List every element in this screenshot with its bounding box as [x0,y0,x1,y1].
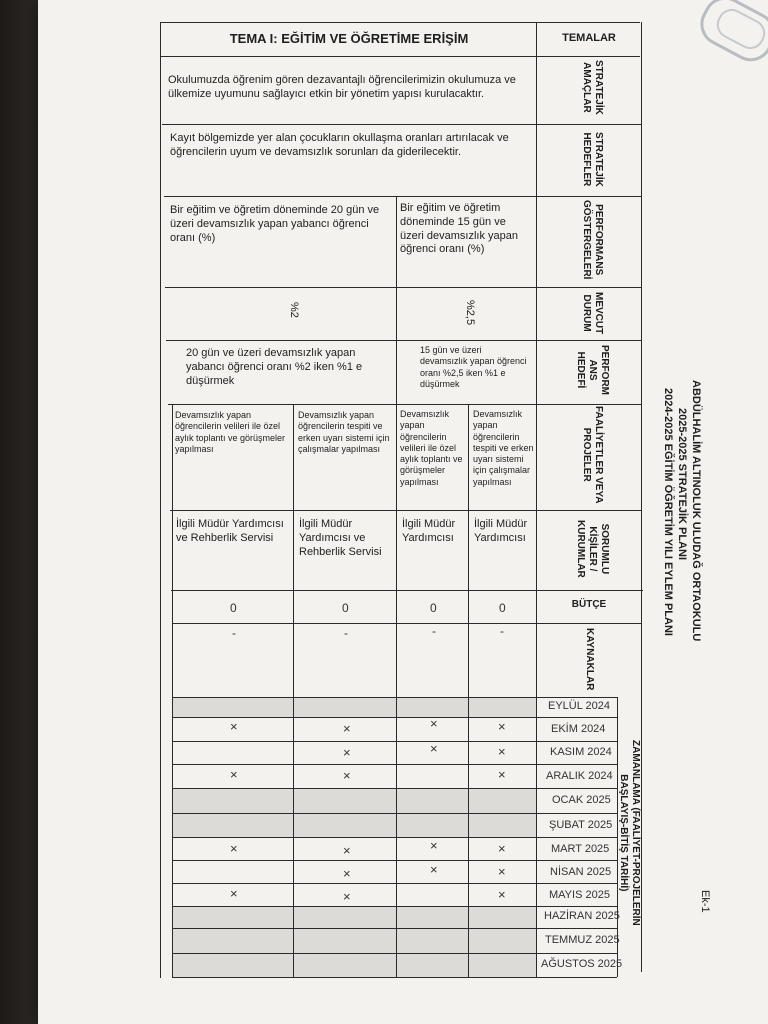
sorumlu-a: İlgili Müdür Yardımcısı ve Rehberlik Servisi [176,518,284,544]
kaynak-c: - [432,624,436,638]
table-border-right [641,22,642,698]
faaliyet-d: Devamsızlık yapan öğrencilerin tespiti ve erken uyarı sistemi için çalışmalar yapılması [473,409,534,487]
month-label: NİSAN 2025 [550,866,612,878]
table-border-left [160,22,161,978]
shaded-row-haziran [173,906,536,928]
shaded-row-temmuz [173,928,536,953]
table-border-bottom [173,977,617,978]
table-line [172,623,642,624]
table-border-left-lower [172,404,173,978]
label-performans-gostergeleri: PERFORMANS GÖSTERGELERİ [581,200,604,280]
performans-hedefi-1: 20 gün ve üzeri devamsızlık yapan yabancı öğrenci oranı %2 iken %1 e düşürmek [186,347,363,387]
table-line [162,124,642,125]
table-line [160,56,640,57]
label-stratejik-hedefler: STRATEJİK HEDEFLER [581,132,604,187]
mark-ekim-a: × [230,719,238,734]
faaliyet-b: Devamsızlık yapan öğrencilerin tespiti ve erken uyarı sistemi için çalışmalar yapılması [298,410,390,454]
label-column-divider [536,22,537,698]
performans-hedefi-2: 15 gün ve üzeri devamsızlık yapan öğrenci oranı %2,5 iken %1 e düşürmek [420,345,527,389]
month-label: TEMMUZ 2025 [545,934,620,946]
table-line [173,837,617,838]
mark-kasim-b: × [343,745,351,760]
shaded-row-subat [173,813,536,837]
butce-a: 0 [230,601,237,615]
label-mevcut-durum: MEVCUT DURUM [581,292,604,335]
table-line [166,340,642,341]
mark-kasim-c: × [430,741,438,756]
month-label: EYLÜL 2024 [548,700,610,712]
mark-ekim-b: × [343,721,351,736]
gosterge-2-text: Bir eğitim ve öğretim döneminde 15 gün ve üzeri devamsızlık yapan öğrenci oranı (%) [400,202,518,256]
table-line [173,860,617,861]
mark-mayis-a: × [230,886,238,901]
table-line [173,764,617,765]
mevcut-durum-1: %2 [288,302,300,318]
label-zamanlama: ZAMANLAMA (FAALİYET-PROJELERİN BAŞLAYIŞ-BİTİŞ TARİHİ) [618,740,641,926]
column-divider-a [293,404,294,978]
shaded-row-ocak [173,788,536,813]
sorumlu-d: İlgili Müdür Yardımcısı [474,518,528,544]
gosterge-1-text: Bir eğitim ve öğretim döneminde 20 gün ve üzeri devamsızlık yapan yabancı öğrenci oranı (%) [170,204,380,244]
mark-ekim-c: × [430,716,438,731]
table-line [173,697,617,698]
mark-mayis-b: × [343,889,351,904]
month-label: KASIM 2024 [550,746,612,758]
annex-label: Ek-1 [699,890,711,913]
table-line [170,510,642,511]
month-label: ARALIK 2024 [546,770,613,782]
label-stratejik-amaclar: STRATEJİK AMAÇLAR [581,60,604,115]
mark-aralik-b: × [343,768,351,783]
mark-aralik-d: × [498,767,506,782]
mevcut-durum-2: %2,5 [464,300,476,326]
kaynak-a: - [232,626,236,640]
table-line [173,717,617,718]
strategic-plan-title: 2025-2025 STRATEJİK PLANI [676,408,688,561]
mark-nisan-d: × [498,864,506,879]
school-name: ABDÜLHALİM ALTINOLUK ULUDAĞ ORTAOKULU [690,380,702,642]
stratejik-hedef-text: Kayıt bölgemizde yer alan çocukların okullaşma oranları artırılacak ve öğrencilerin uyum ve devamsızlık sorunları da giderilecektir. [170,132,509,158]
butce-c: 0 [430,601,437,615]
kaynak-b: - [344,626,348,640]
mark-kasim-d: × [498,744,506,759]
table-line [173,953,617,954]
table-line [168,404,642,405]
table-border-top [160,22,640,23]
kaynak-d: - [500,624,504,638]
sorumlu-c: İlgili Müdür Yardımcısı [402,518,456,544]
stratejik-amac-text: Okulumuzda öğrenim gören dezavantajlı öğrencilerimizin okulumuza ve ülkemize uyumunu sağlayıcı etkin bir yönetim yapısı kurulacaktır. [168,74,516,100]
faaliyet-c: Devamsızlık yapan öğrencilerin velileri ile özel aylık toplantı ve görüşmeler yapılması [400,409,463,487]
butce-b: 0 [342,601,349,615]
mark-mart-d: × [498,841,506,856]
table-line [173,813,617,814]
month-label: MART 2025 [551,843,610,855]
label-column-divider-lower [536,697,537,977]
table-line [173,788,617,789]
table-line [164,196,642,197]
month-label: HAZİRAN 2025 [544,910,620,922]
mark-mart-b: × [343,843,351,858]
table-line [173,741,617,742]
year-plan-title: 2024-2025 EĞİTİM ÖĞRETİM YILI EYLEM PLANI [662,388,674,636]
column-divider-c [468,404,469,978]
mark-ekim-d: × [498,719,506,734]
month-label: AĞUSTOS 2025 [541,958,623,970]
mark-nisan-c: × [430,862,438,877]
mark-mayis-d: × [498,887,506,902]
month-label: EKİM 2024 [551,723,606,735]
table-line [173,883,617,884]
zamanlama-right [641,697,642,972]
butce-d: 0 [499,601,506,615]
temalar-header: TEMALAR [562,32,616,44]
month-label: OCAK 2025 [552,794,611,806]
shaded-row-eylul [173,697,536,717]
table-line [173,906,617,907]
label-kaynaklar: KAYNAKLAR [584,628,595,691]
mark-aralik-a: × [230,767,238,782]
mark-mart-c: × [430,838,438,853]
column-divider-b [396,196,397,978]
label-sorumlu: SORUMLU KİŞİLER / KURUMLAR [575,520,610,578]
table-line [165,287,641,288]
mark-mart-a: × [230,841,238,856]
label-faaliyetler: FAALİYETLER VEYA PROJELER [581,406,604,504]
tema-title: TEMA I: EĞİTİM VE ÖĞRETİME ERİŞİM [229,31,469,46]
shaded-row-agustos [173,953,536,977]
faaliyet-a: Devamsızlık yapan öğrencilerin velileri ile özel aylık toplantı ve görüşmeler yapılması [175,410,286,454]
month-label: MAYIS 2025 [549,889,610,901]
sorumlu-b: İlgili Müdür Yardımcısı ve Rehberlik Servisi [299,518,382,558]
month-label: ŞUBAT 2025 [549,819,613,831]
label-butce: BÜTÇE [571,599,607,610]
mark-nisan-b: × [343,866,351,881]
table-line [173,928,617,929]
table-line [171,590,643,591]
label-performans-hedefi: PERFORM ANS HEDEFİ [575,345,610,395]
